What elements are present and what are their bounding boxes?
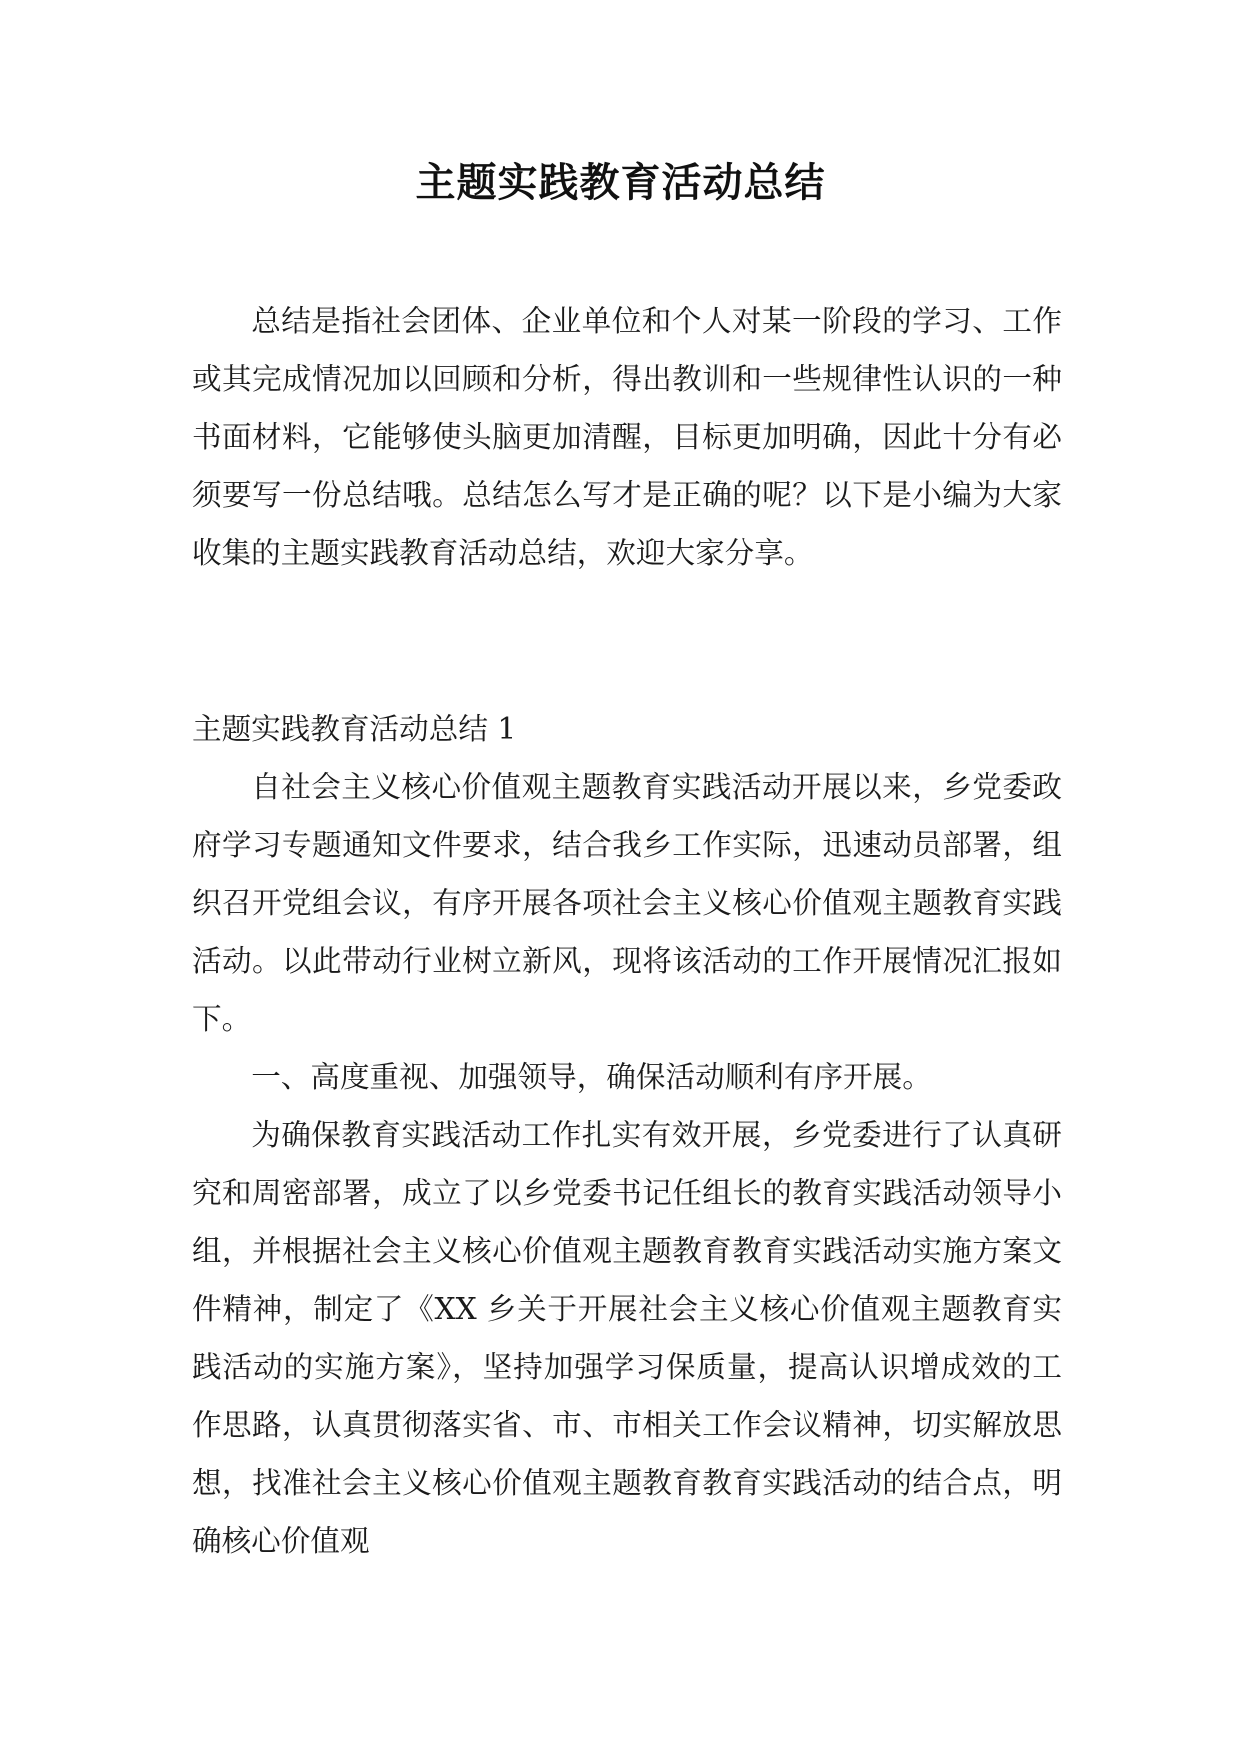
section-paragraph: 自社会主义核心价值观主题教育实践活动开展以来，乡党委政府学习专题通知文件要求，结合我乡工作实际，迅速动员部署，组织召开党组会议，有序开展各项社会主义核心价值观主题教育实践活动。以此带动行业树立新风，现将该活动的工作开展情况汇报如下。 (192, 770, 1062, 1036)
section-1 (192, 700, 1062, 1570)
document-title: 主题实践教育活动总结 (415, 159, 826, 206)
section-heading: 主题实践教育活动总结 1 (192, 712, 517, 746)
intro-block (192, 292, 1062, 582)
section-subheading: 一、高度重视、加强领导，确保活动顺利有序开展。 (251, 1060, 932, 1094)
section-paragraph: 为确保教育实践活动工作扎实有效开展，乡党委进行了认真研究和周密部署，成立了以乡党委书记任组长的教育实践活动领导小组，并根据社会主义核心价值观主题教育教育实践活动实施方案文件精神，制定了《XX 乡关于开展社会主义核心价值观主题教育实践活动的实施方案》，坚持加强学习保质量，提高认识增成效的工作思路，认真贯彻落实省、市、市相关工作会议精神，切实解放思想，找准社会主义核心价值观主题教育教育实践活动的结合点，明确核心价值观 (192, 1118, 1062, 1558)
intro-paragraph: 总结是指社会团体、企业单位和个人对某一阶段的学习、工作或其完成情况加以回顾和分析，得出教训和一些规律性认识的一种书面材料，它能够使头脑更加清醒，目标更加明确，因此十分有必须要写一份总结哦。总结怎么写才是正确的呢？以下是小编为大家收集的主题实践教育活动总结，欢迎大家分享。 (192, 304, 1062, 570)
